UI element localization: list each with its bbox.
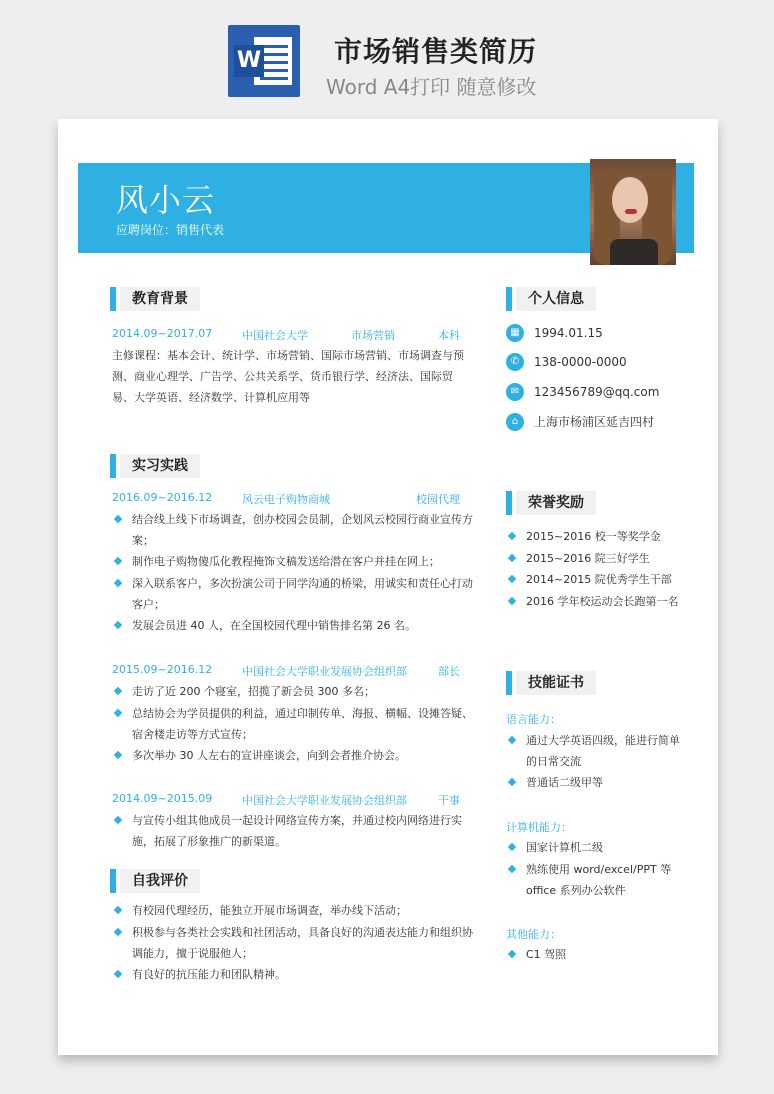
intern-1-role: 校园代理 <box>416 493 460 506</box>
skills-language-label: 语言能力： <box>506 713 561 726</box>
info-address: ⌂ 上海市杨浦区延吉四村 <box>506 412 654 432</box>
list-item: 结合线上线下市场调查，创办校园会员制，企划风云校园行商业宣传方案； <box>112 509 474 551</box>
home-icon: ⌂ <box>506 413 524 431</box>
intern-2-role: 部长 <box>438 665 460 678</box>
list-item: 国家计算机二级 <box>506 837 686 858</box>
applied-position: 应聘岗位：销售代表 <box>116 223 225 237</box>
list-item: 多次举办 30 人左右的宣讲座谈会，向到会者推介协会。 <box>112 745 474 766</box>
top-banner <box>0 0 774 118</box>
edu-courses: 主修课程：基本会计、统计学、市场营销、国际市场营销、市场调查与预测、商业心理学、广告学、公共关系学、货币银行学、经济法、国际贸易、大学英语、经济数学、计算机应用等 <box>112 349 464 404</box>
info-phone: ✆ 138-0000-0000 <box>506 352 627 372</box>
info-email: ✉ 123456789@qq.com <box>506 382 659 402</box>
list-item: 2015~2016 院三好学生 <box>506 548 706 569</box>
list-item: 普通话二级甲等 <box>506 772 686 793</box>
intern-3-org: 中国社会大学职业发展协会组织部 <box>242 794 407 807</box>
intern-3-period: 2014.09~2015.09 <box>112 792 213 805</box>
list-item: 与宣传小组其他成员一起设计网络宣传方案，并通过校内网络进行实施，拓展了形象推广的新渠道。 <box>112 810 474 852</box>
mail-icon: ✉ <box>506 383 524 401</box>
list-item: 有校园代理经历，能独立开展市场调查，举办线下活动； <box>112 900 474 921</box>
profile-photo <box>590 159 676 265</box>
intern-2-org: 中国社会大学职业发展协会组织部 <box>242 665 407 678</box>
edu-school: 中国社会大学 <box>242 329 308 342</box>
list-item: 积极参与各类社会实践和社团活动，具备良好的沟通表达能力和组织协调能力，擅于说服他人； <box>112 922 474 964</box>
banner-title: 市场销售类简历 <box>334 35 538 68</box>
calendar-icon: ▦ <box>506 324 524 342</box>
list-item: 通过大学英语四级，能进行简单的日常交流 <box>506 730 686 772</box>
list-item: 深入联系客户，多次扮演公司于同学沟通的桥梁，用诚实和责任心打动客户； <box>112 573 474 615</box>
edu-major: 市场营销 <box>351 329 395 342</box>
list-item: 总结协会为学员提供的利益，通过印制传单、海报、横幅、设摊答疑、宿舍楼走访等方式宣传； <box>112 703 474 745</box>
list-item: 2014~2015 院优秀学生干部 <box>506 569 706 590</box>
banner-subtitle: Word A4打印 随意修改 <box>326 75 537 99</box>
resume-page: 风小云 应聘岗位：销售代表 教育背景 2014.09~2017.07 中国社会大学 市场营销 本科 主修课程：基本会计、统计学、市场营销、国际市场营销、市场调查与预测、商业心理学、广告学、公共关系学、货币银行学、经济法、国际贸易、大学英语、经济数学、计算机应用等 实习实践 2016.09~2016.12 风云电子购物商城 校园代理 结合线上线下市场调查，创办校园会员制，企划风云校园行商业宣传方案； 制作电子购物傻瓜化教程掩饰文稿发送给潜在客户并挂在网上； 深入联系客户，多次扮演公司于同学沟通的桥梁，用诚实和责任心打动客户； 发展会员进 40 人，在全国校园代理中销售排名第 26 名。 2015.09~2016.12 中国社会大学职业发展协会组织部 部长 走访了近 200 个寝室，招揽了新会员 300 多名； 总结协会为学员提供的利益，通过印制传单、海报、横幅、设摊答疑、宿舍楼走访等方式宣传； 多次举办 30 人左右的宣讲座谈会，向到会者推介协会。 2014.09~2015.09 中国社会大学职业发展协会组织部 干事 与宣传小组其他成员一起设计网络宣传方案，并通过校内网络进行实施，拓展了形象推广的新渠道。 自我评价 有校园代理经历，能独立开展市场调查，举办线下活动； 积极参与各类社会实践和社团活动，具备良好的沟通表达能力和组织协调能力，擅于说服他人； 有良好的抗压能力和团队精神。 个人信息 ▦ 1994.01.15 ✆ 138-0000-0000 ✉ 123456789@qq.com ⌂ 上海市杨浦区延吉四村 荣誉奖励 2015~2016 校一等奖学金 2015~2016 院三好学生 2014~2015 院优秀学生干部 2016 学年校运动会长跑第一名 技能证书 语言能力： 通过大学英语四级，能进行简单的日常交流 普通话二级甲等 计算机能力： 国家计算机二级 熟练使用 word/excel/PPT 等 office 系列办公软件 其他能力： C1 驾照 <box>58 119 718 1055</box>
phone-icon: ✆ <box>506 353 524 371</box>
candidate-name: 风小云 <box>116 181 216 219</box>
list-item: 有良好的抗压能力和团队精神。 <box>112 964 474 985</box>
intern-1-period: 2016.09~2016.12 <box>112 491 213 504</box>
list-item: 走访了近 200 个寝室，招揽了新会员 300 多名； <box>112 681 474 702</box>
edu-period: 2014.09~2017.07 <box>112 327 213 340</box>
list-item: 2016 学年校运动会长跑第一名 <box>506 591 706 612</box>
word-doc-icon: W <box>228 25 300 97</box>
intern-1-org: 风云电子购物商城 <box>242 493 330 506</box>
list-item: 2015~2016 校一等奖学金 <box>506 526 706 547</box>
info-birthday: ▦ 1994.01.15 <box>506 323 603 343</box>
skills-computer-label: 计算机能力： <box>506 821 572 834</box>
list-item: 熟练使用 word/excel/PPT 等 office 系列办公软件 <box>506 859 686 901</box>
intern-2-period: 2015.09~2016.12 <box>112 663 213 676</box>
list-item: C1 驾照 <box>506 944 686 965</box>
list-item: 发展会员进 40 人，在全国校园代理中销售排名第 26 名。 <box>112 615 474 636</box>
edu-degree: 本科 <box>438 329 460 342</box>
list-item: 制作电子购物傻瓜化教程掩饰文稿发送给潜在客户并挂在网上； <box>112 551 474 572</box>
skills-other-label: 其他能力： <box>506 928 561 941</box>
intern-3-role: 干事 <box>438 794 460 807</box>
